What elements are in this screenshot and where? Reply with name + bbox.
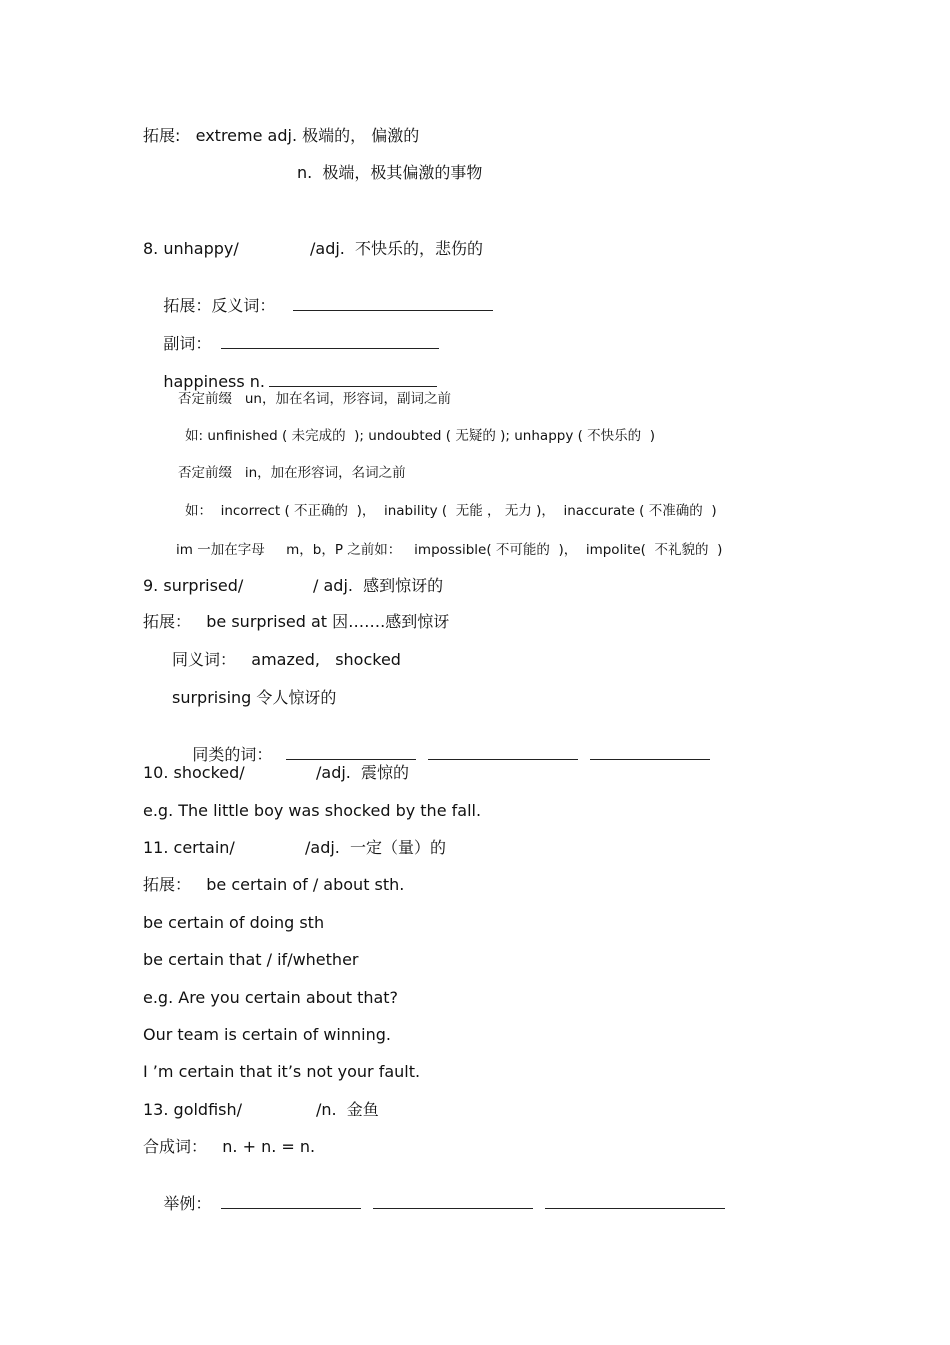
word-11-example-3: I ’m certain that it’s not your fault. [143,1062,421,1081]
noun-blank[interactable] [269,372,437,387]
adverb-blank[interactable] [221,334,439,349]
similar-blank-3[interactable] [590,745,710,760]
word-13-compound: 合成词： n. + n. = n. [143,1137,316,1156]
word-11-usage-2: be certain of doing sth [143,913,325,932]
word-9-synonyms: 同义词： amazed, shocked [172,650,401,669]
word-8-head: 8. unhappy/ [143,239,239,258]
word-13-pos: /n. 金鱼 [316,1100,379,1119]
word-9-similar [172,725,722,785]
similar-blank-1[interactable] [286,745,416,760]
antonym-label: 拓展：反义词： [163,296,276,315]
prefix-im-note: im 一加在字母 m，b，P 之前如： impossible( 不可能的 )， impolite( 不礼貌的 ) [176,542,723,558]
prefix-in-note: 否定前缀 in，加在形容词，名词之前 [178,465,406,481]
prefix-in-examples: 如： incorrect ( 不正确的 )， inability ( 无能 ， 无力 )， inaccurate ( 不准确的 ) [185,503,717,519]
word-11-extension: 拓展： be certain of / about sth. [143,875,405,894]
word-9-head: 9. surprised/ [143,576,244,595]
word-11-head: 11. certain/ [143,838,235,857]
word-13-examples [143,1174,737,1234]
word-10-example: e.g. The little boy was shocked by the fall. [143,801,482,820]
examples-label: 举例： [163,1194,212,1213]
extreme-noun-def: n. 极端，极其偏激的事物 [297,163,483,182]
extension-extreme: 拓展: extreme adj. 极端的， 偏激的 [143,126,420,145]
word-11-example-2: Our team is certain of winning. [143,1025,391,1044]
example-blank-1[interactable] [221,1194,361,1209]
word-13-head: 13. goldfish/ [143,1100,243,1119]
prefix-un-examples: 如: unfinished ( 未完成的 ); undoubted ( 无疑的 ); unhappy ( 不快乐的 ) [185,428,656,444]
example-blank-2[interactable] [373,1194,533,1209]
word-9-surprising: surprising 令人惊讶的 [172,688,337,707]
prefix-un-note: 否定前缀 un，加在名词，形容词，副词之前 [178,391,451,407]
word-10-pos: /adj. 震惊的 [316,763,410,782]
word-11-usage-3: be certain that / if/whether [143,950,359,969]
word-11-example-1: e.g. Are you certain about that? [143,988,399,1007]
adverb-label: 副词： [163,334,212,353]
antonym-blank[interactable] [293,296,493,311]
noun-label: happiness n. [163,372,266,391]
similar-blank-2[interactable] [428,745,578,760]
example-blank-3[interactable] [545,1194,725,1209]
word-10-head: 10. shocked/ [143,763,245,782]
word-9-extension: 拓展： be surprised at 因…….感到惊讶 [143,612,450,631]
word-11-pos: /adj. 一定（量）的 [305,838,447,857]
word-9-pos: / adj. 感到惊讶的 [313,576,444,595]
word-8-pos: /adj. 不快乐的，悲伤的 [310,239,484,258]
similar-label: 同类的词： [192,745,273,764]
